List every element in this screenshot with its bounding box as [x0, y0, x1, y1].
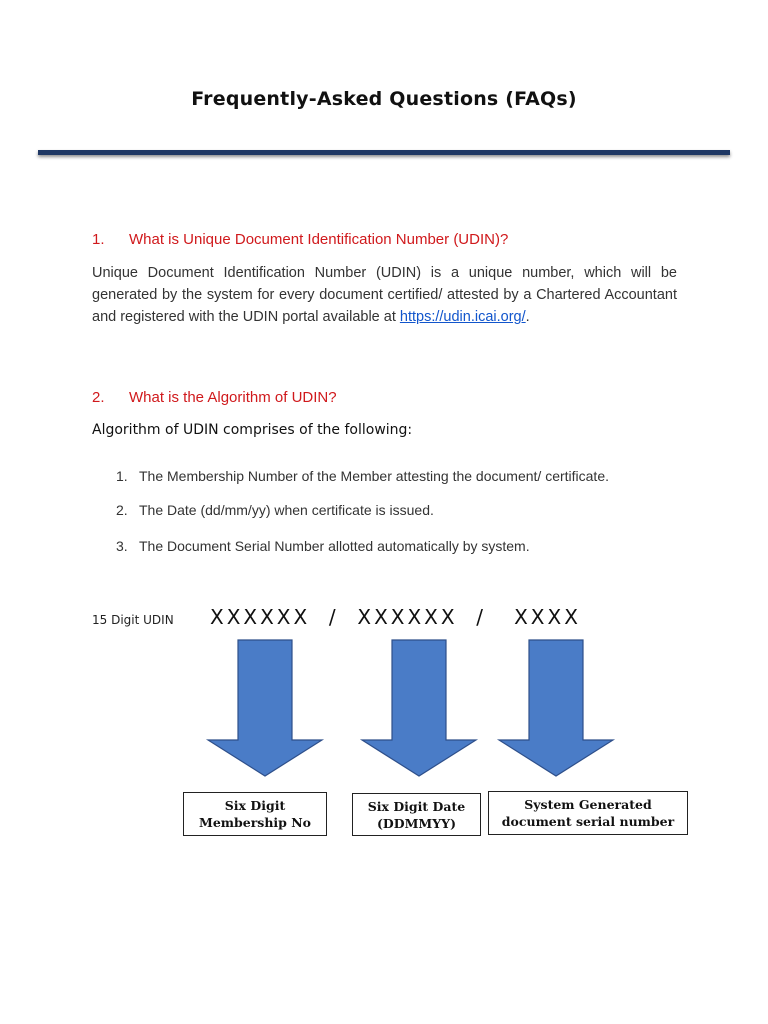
- question-2-text: What is the Algorithm of UDIN?: [129, 389, 337, 406]
- answer-1-text: Unique Document Identification Number (UDIN) is a unique number, which will be generated by the system for every document certified/ attested by a Chartered Accountant and registered with the UDIN portal available at: [92, 265, 677, 325]
- list-item-text: The Document Serial Number allotted automatically by system.: [139, 538, 530, 554]
- question-2-number: 2.: [92, 389, 105, 406]
- answer-1-end: .: [525, 309, 530, 325]
- udin-pattern: XXXXXX / XXXXXX / XXXX: [210, 605, 581, 629]
- date-box: [352, 793, 481, 836]
- box-line: System Generated: [524, 797, 652, 812]
- box-line: Six Digit Date: [367, 798, 466, 814]
- list-item-text: The Date (dd/mm/yy) when certificate is issued.: [139, 502, 434, 518]
- box-line: Six Digit: [224, 798, 286, 813]
- udin-length-label: 15 Digit UDIN: [92, 613, 174, 627]
- serial-number-box: [488, 791, 688, 835]
- udin-portal-link[interactable]: https://udin.icai.org/: [399, 309, 526, 325]
- page-title: Frequently-Asked Questions (FAQs): [191, 88, 577, 110]
- down-arrow-icon: [208, 640, 322, 776]
- list-item-number: 1.: [116, 468, 128, 484]
- down-arrow-icon: [499, 640, 613, 776]
- algorithm-subheading: Algorithm of UDIN comprises of the following:: [92, 422, 413, 438]
- box-line: Membership No: [198, 815, 312, 830]
- box-line: document serial number: [501, 814, 675, 829]
- list-item-number: 2.: [116, 502, 128, 518]
- down-arrow-icon: [362, 640, 476, 776]
- list-item-text: The Membership Number of the Member attesting the document/ certificate.: [139, 468, 609, 484]
- membership-no-box: [183, 792, 327, 836]
- question-1-text: What is Unique Document Identification Number (UDIN)?: [129, 231, 509, 248]
- list-item-number: 3.: [116, 538, 128, 554]
- question-1-number: 1.: [92, 231, 105, 248]
- box-line: (DDMMYY): [376, 815, 456, 831]
